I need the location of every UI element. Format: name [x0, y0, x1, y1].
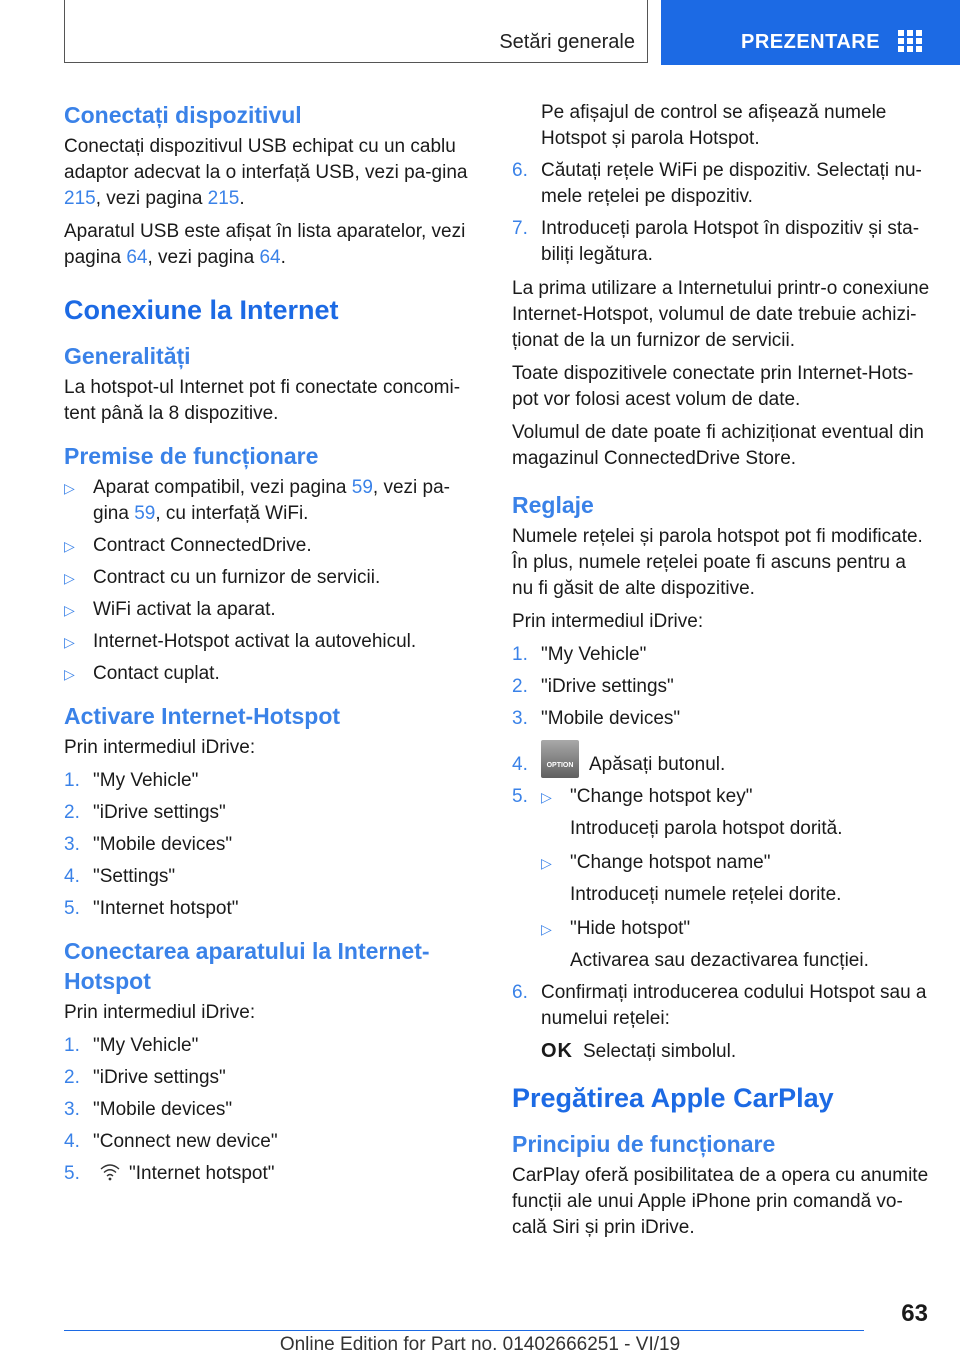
settings-steps [512, 642, 932, 1065]
paragraph-carplay: CarPlay oferă posibilitatea de a opera cu anumite funcții ale unui Apple iPhone prin comandă vo-cală Siri și prin iDrive. [512, 1165, 929, 1238]
heading-connect-device: Conectați dispozitivul [64, 102, 302, 128]
chapter-tab[interactable] [661, 0, 960, 65]
list-item: 2. "iDrive settings" [64, 1067, 226, 1088]
prerequisites-list [64, 475, 474, 687]
activate-steps [64, 768, 474, 922]
list-item: ▷ Contract cu un furnizor de servicii. [64, 565, 474, 591]
paragraph-usb-list: Aparatul USB este afișat în lista aparatelor, vezi pagina 64, vezi pagina 64. [64, 221, 466, 268]
paragraph-intro: Prin intermediul iDrive: [64, 737, 256, 758]
heading-activate-hotspot: Activare Internet-Hotspot [64, 703, 341, 729]
list-item: 6. Căutați rețele WiFi pe dispozitiv. Selectați nu-mele rețelei pe dispozitiv. [512, 160, 922, 207]
paragraph-connect-usb: Conectați dispozitivul USB echipat cu un cablu adaptor adecvat la o interfață USB, vezi pa-gina 215, vezi pagina 215. [64, 136, 468, 209]
page-link[interactable]: 64 [126, 247, 148, 268]
page-link[interactable]: 215 [207, 188, 240, 209]
triangle-bullet-icon: ▷ [64, 570, 75, 586]
list-item: ▷ Contact cuplat. [64, 661, 474, 687]
triangle-bullet-icon: ▷ [541, 921, 552, 937]
paragraph-all-devices: Toate dispozitivele conectate prin Internet-Hots-pot vor folosi acest volum de date. [512, 363, 914, 410]
list-item: 3. "Mobile devices" [64, 1099, 233, 1120]
page-link[interactable]: 64 [259, 247, 281, 268]
connect-steps [64, 1033, 474, 1187]
heading-carplay: Pregătirea Apple CarPlay [512, 1083, 834, 1113]
paragraph-intro: Prin intermediul iDrive: [64, 1002, 256, 1023]
list-item: ▷ Internet-Hotspot activat la autovehicul. [64, 629, 474, 655]
option-button-icon: OPTION [541, 740, 579, 778]
list-item: 2. "iDrive settings" [64, 802, 226, 823]
list-item: 5. ▷ "Change hotspot key" Introduceți parola hotspot dorită. ▷ "Change hotspot name" Introduceți numele rețelei dorite. ▷ "Hide hotspot" Activarea sau dezactivarea funcției. [512, 784, 932, 974]
heading-prerequisites: Premise de funcționare [64, 443, 319, 469]
heading-internet-connection: Conexiune la Internet [64, 295, 339, 325]
page-link[interactable]: 59 [351, 477, 373, 498]
paragraph-settings: Numele rețelei și parola hotspot pot fi modificate. În plus, numele rețelei poate fi ascuns pentru a nu fi găsit de alte dispozitive. [512, 526, 923, 599]
list-item: 5. "Internet hotspot" [64, 1163, 275, 1184]
sub-options-list [541, 850, 932, 876]
list-item: 1. "My Vehicle" [64, 770, 199, 791]
heading-connect-to-hotspot: Conectarea aparatului la Internet-Hotspot [64, 938, 430, 994]
connect-steps-continued [512, 158, 932, 268]
list-item: 4. "Connect new device" [64, 1131, 278, 1152]
list-item: ▷ Aparat compatibil, vezi pagina 59, vezi pa-gina 59, cu interfață WiFi. [64, 477, 450, 524]
footer-edition: Online Edition for Part no. 01402666251 - VI/19 [279, 1334, 681, 1355]
list-item: 7. Introduceți parola Hotspot în dispozitiv și sta-biliți legătura. [512, 218, 920, 265]
list-item: 1. "My Vehicle" [64, 1035, 199, 1056]
list-item: ▷ "Hide hotspot" [541, 916, 932, 942]
paragraph-first-use: La prima utilizare a Internetului printr-o conexiune Internet-Hotspot, volumul de date trebuie achizi-ționat de la un furnizor de servicii. [512, 278, 930, 351]
paragraph-general: La hotspot-ul Internet pot fi conectate concomi-tent până la 8 dispozitive. [64, 377, 461, 424]
page-link[interactable]: 59 [134, 503, 156, 524]
list-item: ▷ "Change hotspot name" [541, 850, 932, 876]
triangle-bullet-icon: ▷ [64, 634, 75, 650]
sub-description: Activarea sau dezactivarea funcției. [570, 950, 869, 971]
sub-options-list [541, 916, 932, 942]
list-item: 3. "Mobile devices" [512, 708, 681, 729]
page-link[interactable]: 215 [64, 188, 96, 209]
sub-description: Introduceți parola hotspot dorită. [570, 818, 843, 839]
heading-settings: Reglaje [512, 492, 594, 518]
paragraph-intro: Prin intermediul iDrive: [512, 611, 704, 632]
ok-instruction: OK Selectați simbolul. [541, 1040, 737, 1062]
list-item: 2. "iDrive settings" [512, 676, 674, 697]
section-title: Setări generale [64, 0, 648, 63]
triangle-bullet-icon: ▷ [541, 789, 552, 805]
right-column [512, 100, 932, 1248]
triangle-bullet-icon: ▷ [541, 855, 552, 871]
ok-symbol-icon: OK [541, 1040, 573, 1062]
list-item: 1. "My Vehicle" [512, 644, 647, 665]
list-item: ▷ WiFi activat la aparat. [64, 597, 474, 623]
paragraph-display-info: Pe afișajul de control se afișează numele Hotspot și parola Hotspot. [541, 102, 887, 149]
triangle-bullet-icon: ▷ [64, 480, 75, 496]
sub-description: Introduceți numele rețelei dorite. [570, 884, 842, 905]
sub-options-list [541, 784, 932, 810]
paragraph-data-volume: Volumul de date poate fi achiziționat eventual din magazinul ConnectedDrive Store. [512, 422, 924, 469]
list-item: 4. OPTION Apăsați butonul. [512, 740, 932, 778]
triangle-bullet-icon: ▷ [64, 666, 75, 682]
footer-divider [64, 1330, 864, 1331]
triangle-bullet-icon: ▷ [64, 602, 75, 618]
left-column [64, 100, 474, 1195]
grid-menu-icon [898, 30, 922, 52]
list-item: 5. "Internet hotspot" [64, 898, 239, 919]
list-item: 4. "Settings" [64, 866, 176, 887]
page-number: 63 [901, 1300, 928, 1327]
heading-principle: Principiu de funcționare [512, 1131, 776, 1157]
list-item: 6. Confirmați introducerea codului Hotspot sau a numelui rețelei: OK Selectați simbolul. [512, 980, 932, 1065]
heading-general: Generalități [64, 343, 191, 369]
triangle-bullet-icon: ▷ [64, 538, 75, 554]
chapter-label: PREZENTARE [741, 31, 881, 53]
list-item: ▷ "Change hotspot key" [541, 784, 932, 810]
page-header [0, 0, 960, 66]
list-item: ▷ Contract ConnectedDrive. [64, 533, 474, 559]
list-item: 3. "Mobile devices" [64, 834, 233, 855]
wifi-icon [99, 1162, 121, 1182]
